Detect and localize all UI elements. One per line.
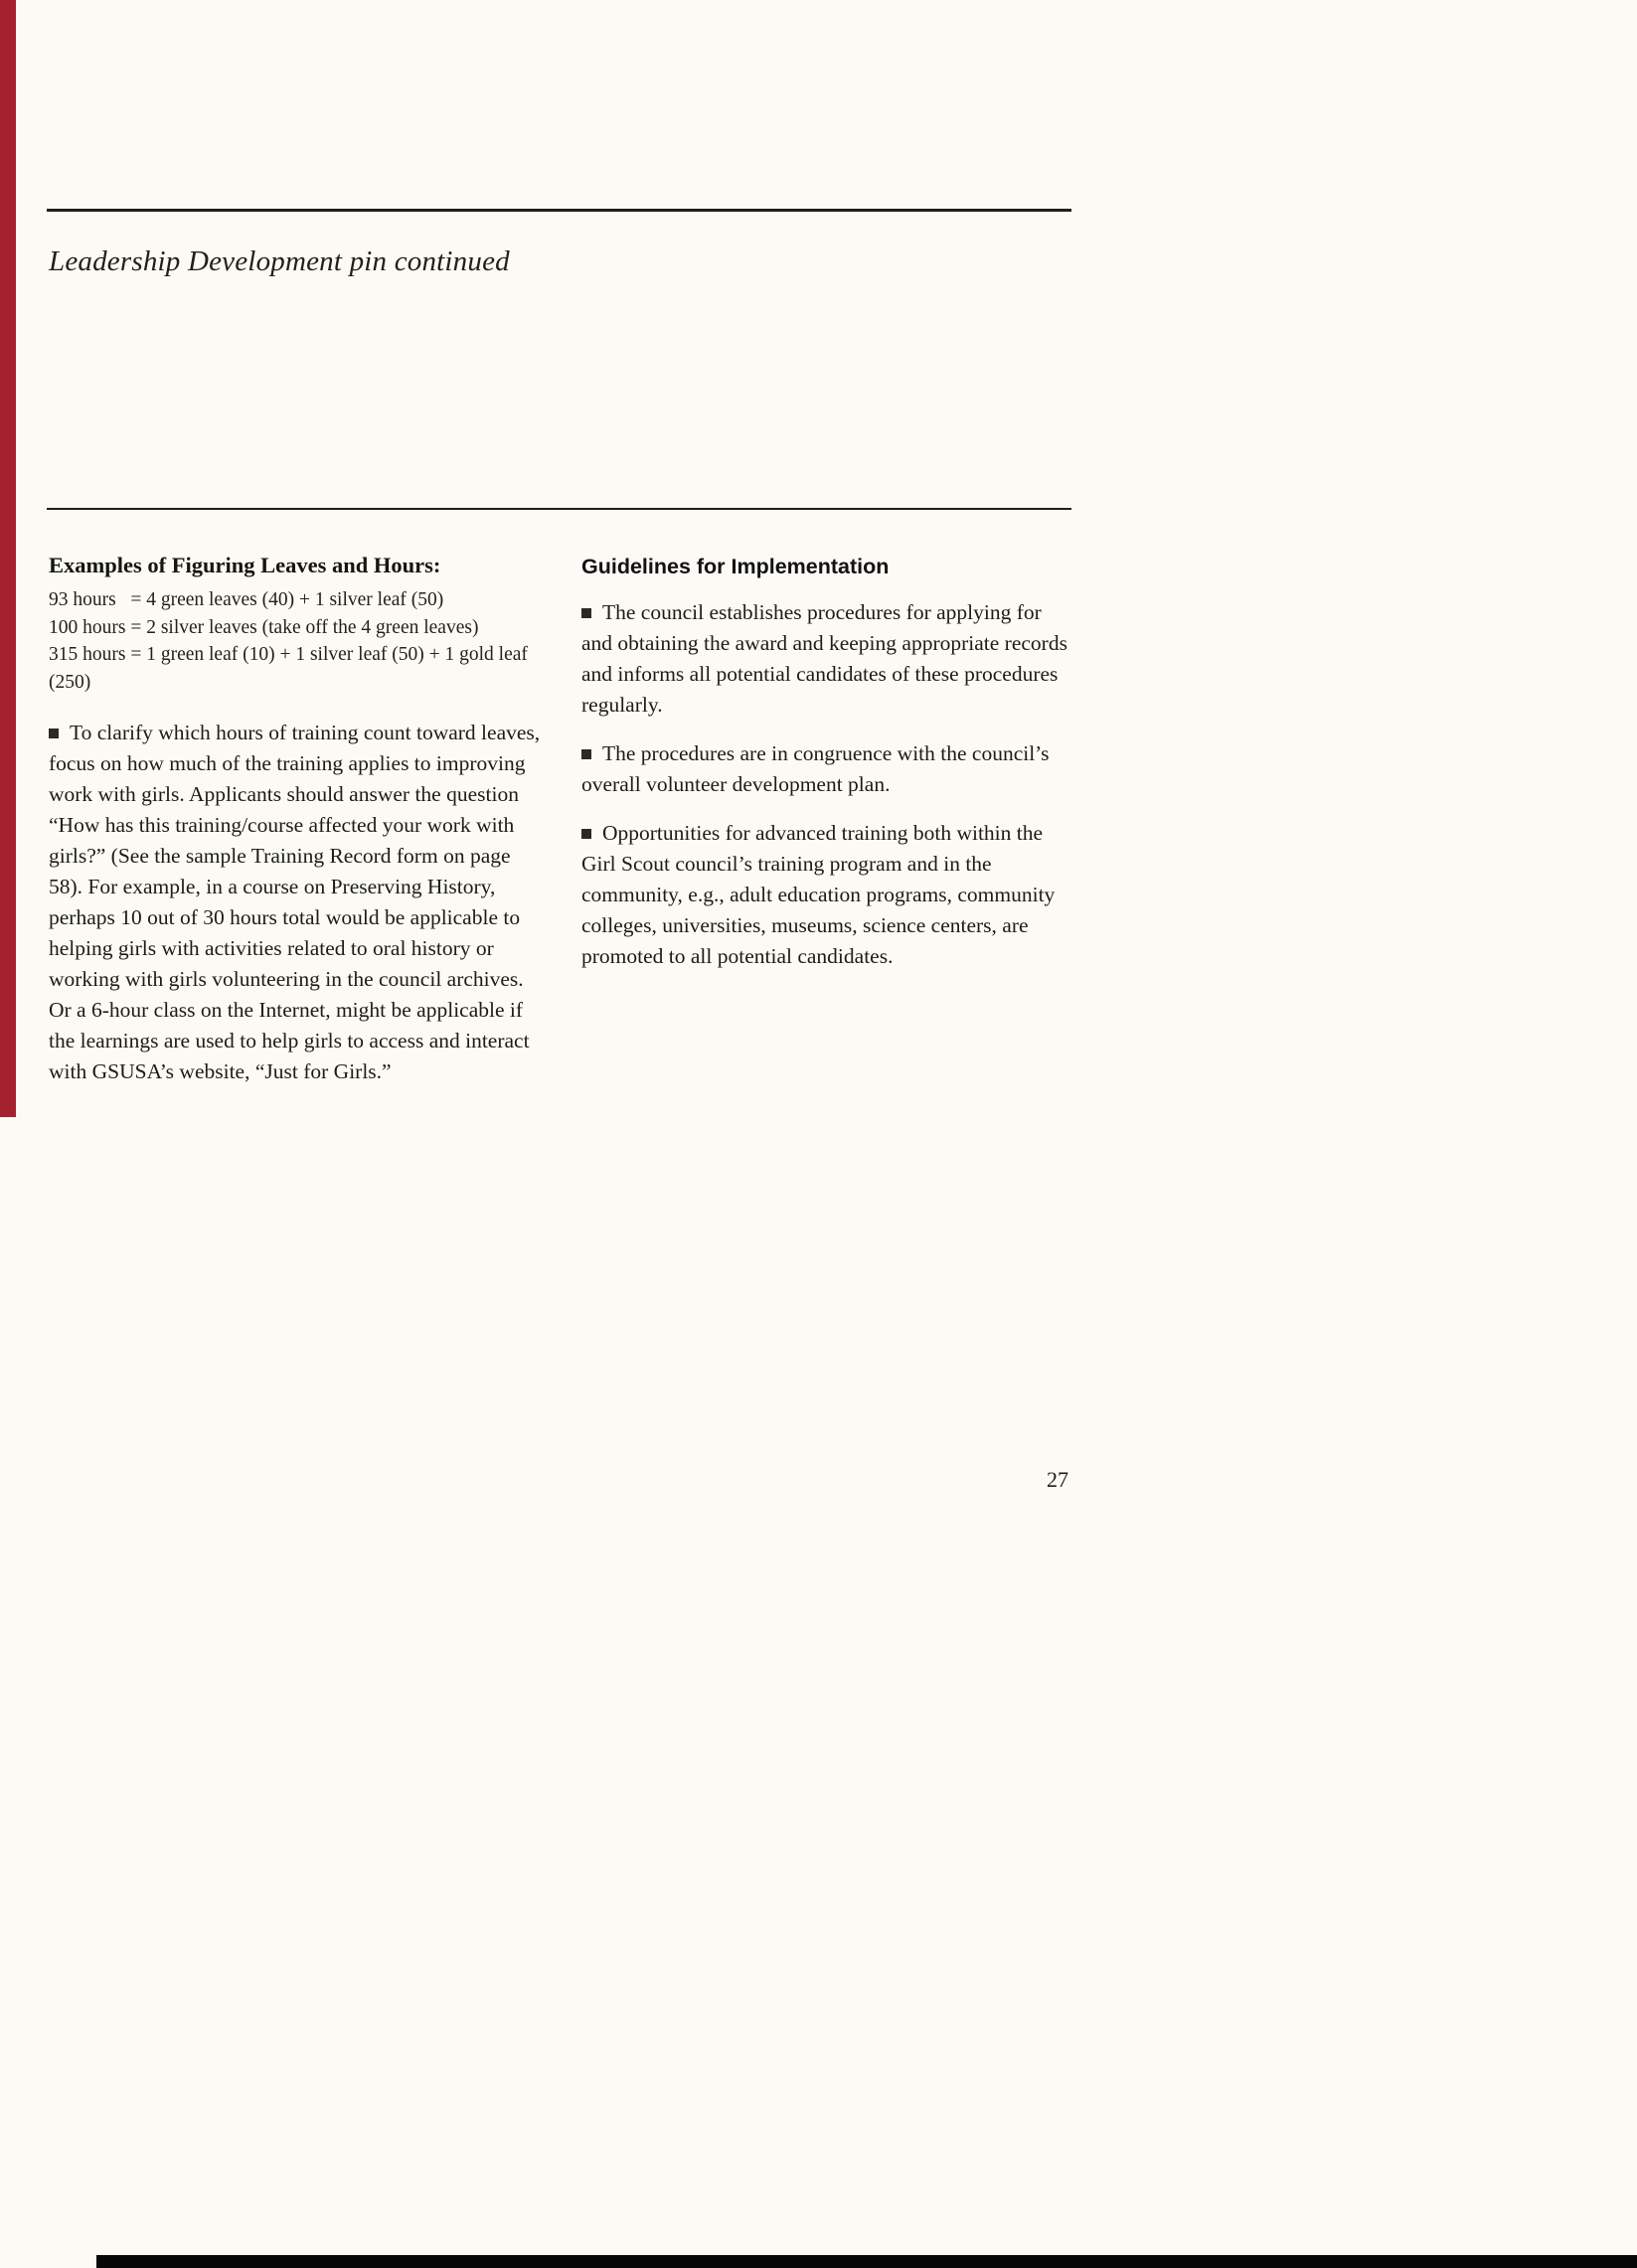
left-edge-red-stripe [0,0,16,1117]
guideline-text-1: The council establishes procedures for applying for and obtaining the award and keeping appropriate records and informs all potential candidates of these procedures regularly. [581,600,1067,717]
examples-heading: Examples of Figuring Leaves and Hours: [49,553,441,577]
guideline-paragraph-3 [581,818,1073,972]
example-line-3: 315 hours = 1 green leaf (10) + 1 silver leaf (50) + 1 gold leaf (250) [49,644,533,693]
clarify-hours-paragraph [49,718,541,1087]
guideline-paragraph-2 [581,738,1073,800]
example-line-1: 93 hours = 4 green leaves (40) + 1 silver leaf (50) [49,589,444,610]
square-bullet-icon [49,729,59,738]
guideline-text-3: Opportunities for advanced training both within the Girl Scout council’s training program and in the community, e.g., adult education programs, community colleges, universities, museums, science centers, are promoted to all potential candidates. [581,821,1056,968]
right-column [581,553,1073,1087]
top-horizontal-rule [47,209,1071,212]
clarify-hours-text: To clarify which hours of training count toward leaves, focus on how much of the training applies to improving work with girls. Applicants should answer the question “How has this training/course affected your work with girls?” (See the sample Training Record form on page 58). For example, in a course on Preserving History, perhaps 10 out of 30 hours total would be applicable to helping girls with activities related to oral history or working with girls volunteering in the council archives. Or a 6-hour class on the Internet, might be applicable if the learnings are used to help girls to access and interact with GSUSA’s website, “Just for Girls.” [49,721,541,1083]
guidelines-heading: Guidelines for Implementation [581,555,890,578]
left-column [49,553,541,1087]
square-bullet-icon [581,749,591,759]
square-bullet-icon [581,829,591,839]
example-line-2: 100 hours = 2 silver leaves (take off the 4 green leaves) [49,616,479,638]
guideline-paragraph-1 [581,597,1073,721]
guideline-text-2: The procedures are in congruence with the council’s overall volunteer development plan. [581,741,1050,796]
two-column-body [49,553,1074,1087]
page-number: 27 [1047,1467,1068,1492]
second-horizontal-rule [47,508,1071,510]
page-header-title: Leadership Development pin continued [49,245,510,277]
bottom-scan-bar [96,2255,1637,2268]
square-bullet-icon [581,608,591,618]
